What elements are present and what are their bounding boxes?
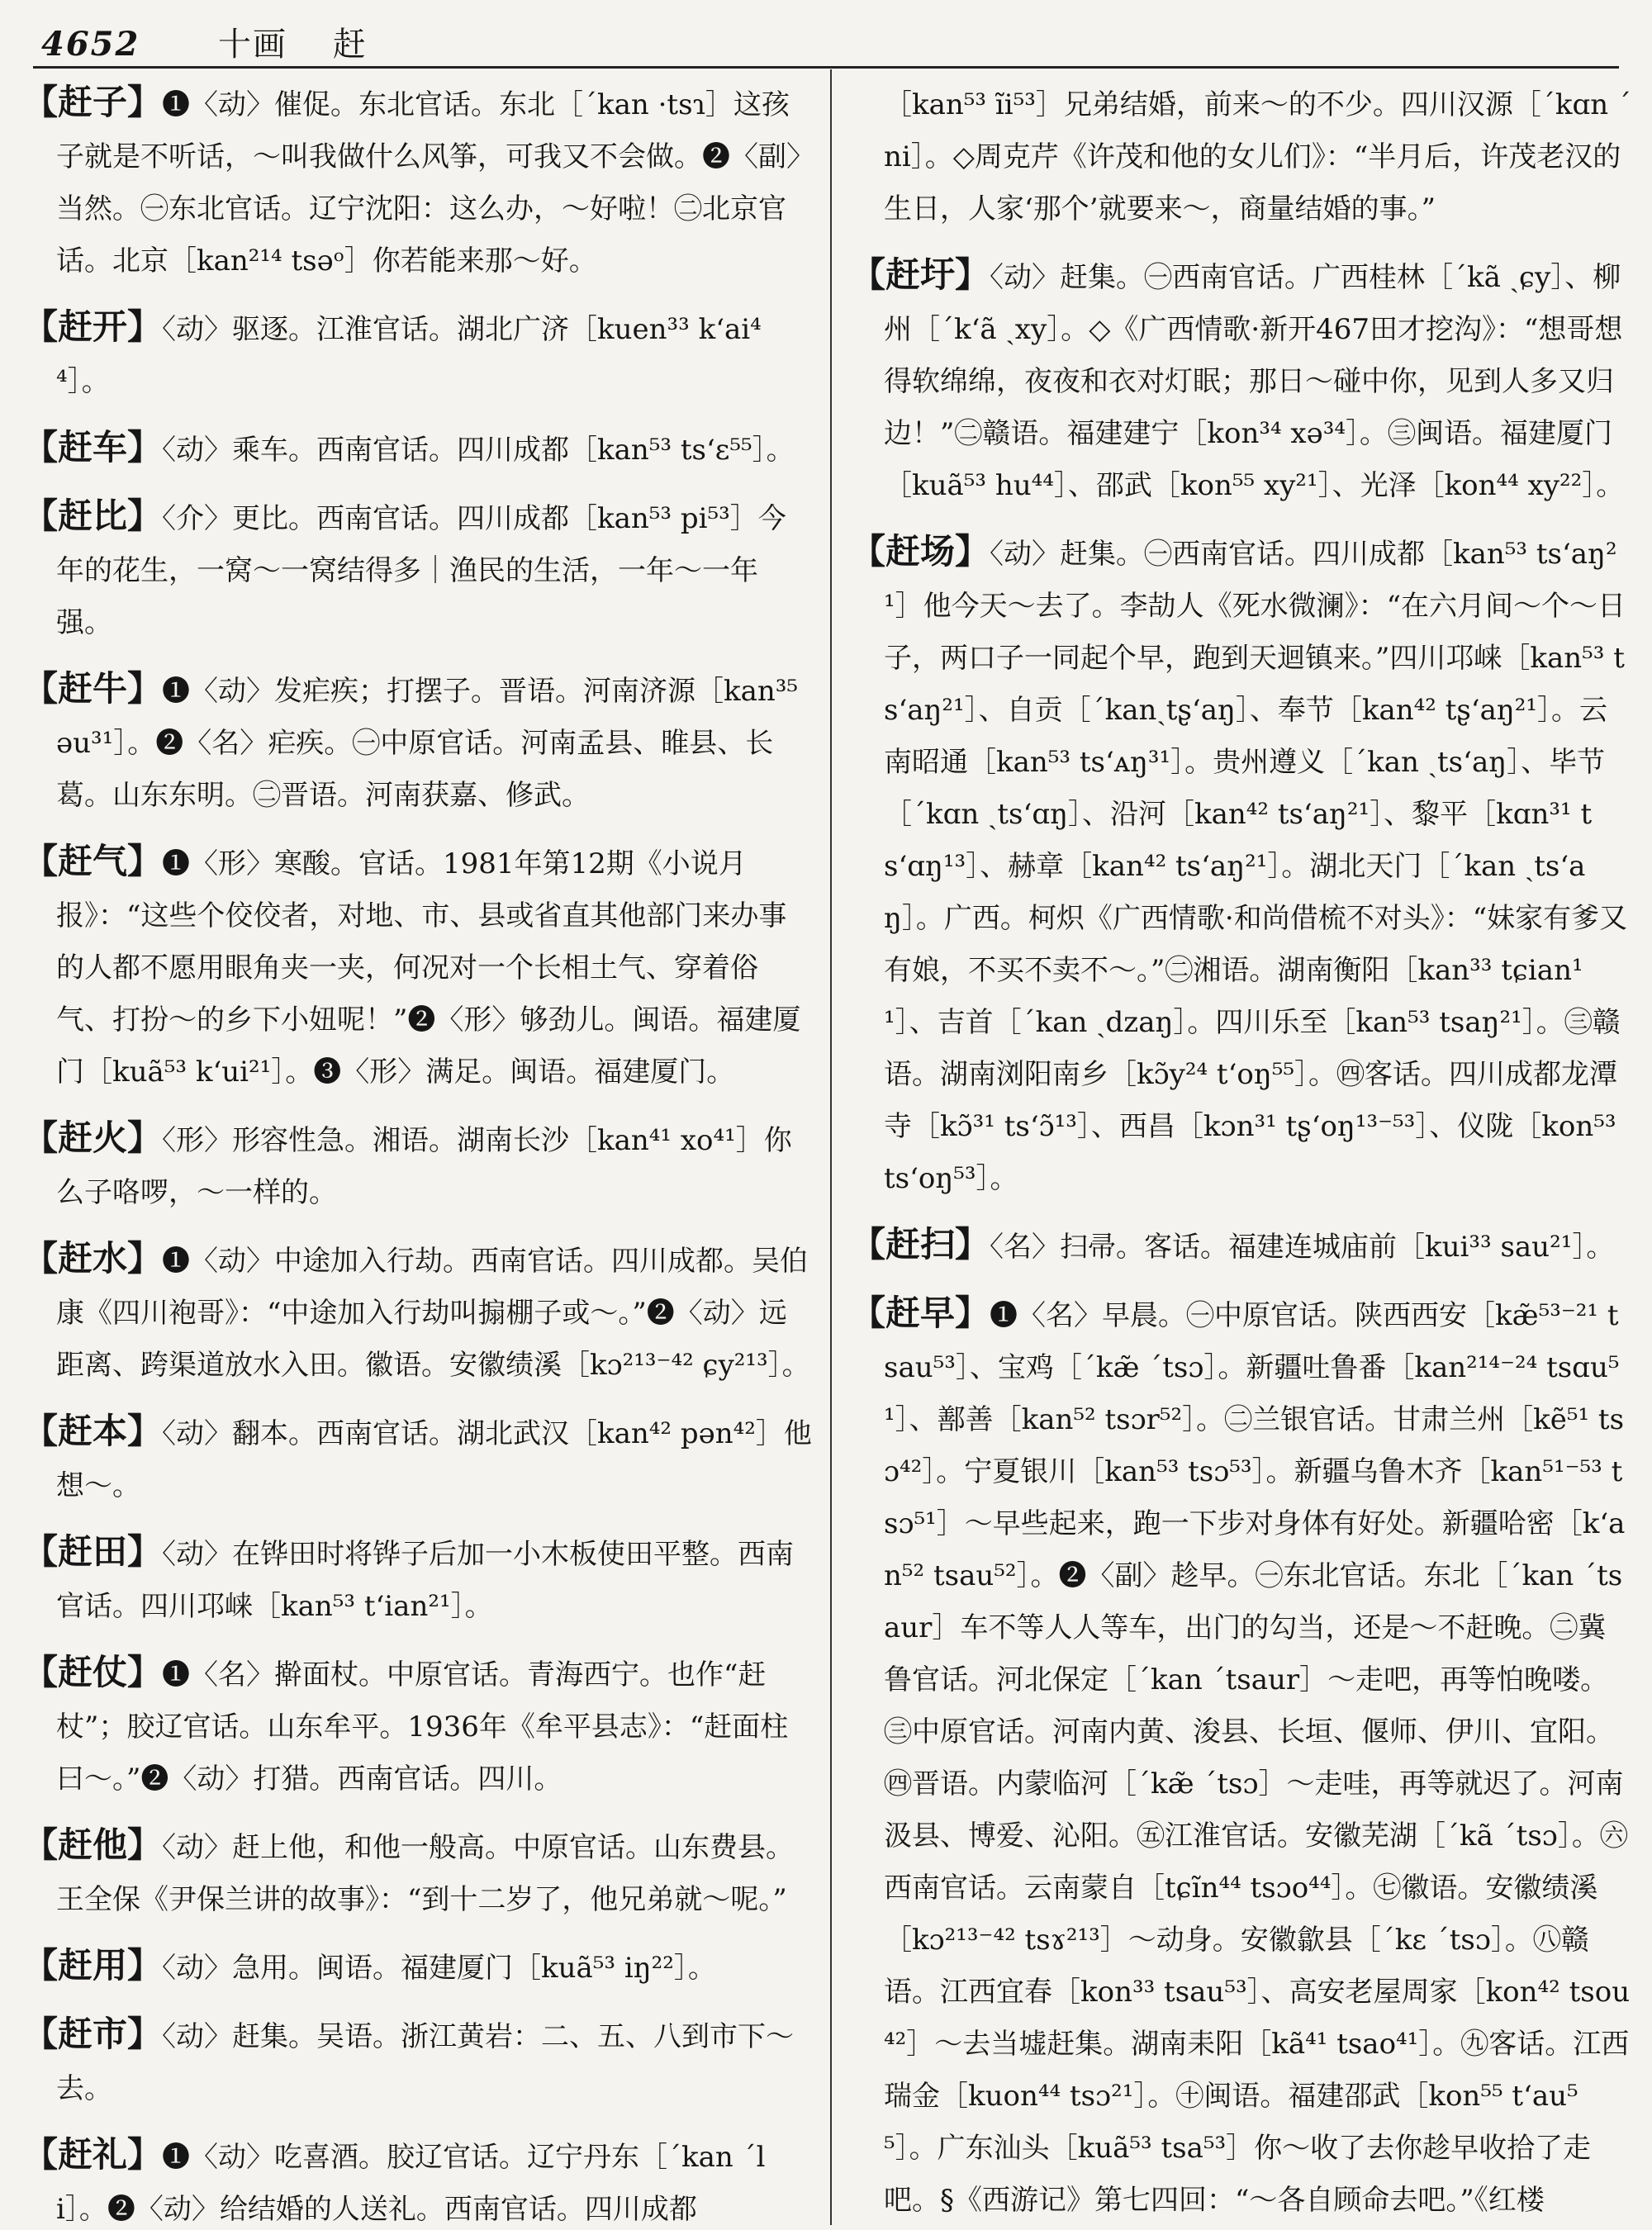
entry-headword: 【赶仗】 <box>23 1652 163 1692</box>
entry-headword: 【赶本】 <box>23 1411 163 1451</box>
entry-body: 〈介〉更比。西南官话。四川成都［kan⁵³ pi⁵³］今年的花生，一窝～一窝结得多｜渔民的生活，一年～一年强。 <box>56 502 786 639</box>
entry-body: 〈动〉赶集。㊀西南官话。广西桂林［ˊkã ˏɕy］、柳州［ˊk‘ã ˏxy］。◇《广西情歌·新开467田才挖沟》：“想哥想得软绵绵，夜夜和衣对灯眠；那日～碰中你，见到人多又归边！”㊁赣语。福建建宁［kon³⁴ xə³⁴］。㊂闽语。福建厦门［kuã⁵³ hu⁴⁴］、邵武［kon⁵⁵ xy²¹］、光泽［kon⁴⁴ xy²²］。 <box>884 261 1625 502</box>
entry-body: 〈动〉急用。闽语。福建厦门［kuã⁵³ iŋ²²］。 <box>162 1952 716 1985</box>
dictionary-entry <box>851 525 1631 1205</box>
dictionary-entry <box>23 662 812 822</box>
dictionary-entry <box>851 249 1631 512</box>
entry-headword: 【赶田】 <box>23 1531 163 1572</box>
entry-body: 〈动〉赶上他，和他一般高。中原官话。山东费县。王全保《尹保兰讲的故事》：“到十二岁了，他兄弟就～呢。” <box>56 1831 795 1916</box>
entry-headword: 【赶用】 <box>23 1945 163 1986</box>
dictionary-entry <box>851 1218 1631 1274</box>
entry-body: ❶〈动〉发疟疾；打摆子。晋语。河南济源［kan³⁵ əu³¹］。❷〈名〉疟疾。㊀中原官话。河南孟县、睢县、长葛。山东东明。㊁晋语。河南获嘉、修武。 <box>56 675 799 812</box>
dictionary-entry <box>23 1525 812 1633</box>
section-label: 十画 <box>218 26 288 64</box>
dictionary-entry <box>851 1287 1631 2223</box>
dictionary-entry <box>23 2128 812 2223</box>
entry-headword: 【赶牛】 <box>23 668 163 709</box>
dictionary-entry <box>23 1112 812 1219</box>
dictionary-entry <box>23 421 812 477</box>
column-divider <box>830 69 832 2225</box>
dictionary-entry <box>23 1939 812 1995</box>
entry-body: 〈动〉在铧田时将铧子后加一小木板使田平整。西南官话。四川邛崃［kan⁵³ t‘ian²¹］。 <box>56 1538 795 1623</box>
entry-headword: 【赶车】 <box>23 427 163 467</box>
entry-headword: 【赶气】 <box>23 841 163 881</box>
entry-body: ❶〈动〉中途加入行劫。西南官话。四川成都。吴伯康《四川袍哥》：“中途加入行劫叫搧棚子或～。”❷〈动〉远距离、跨渠道放水入田。徽语。安徽绩溪［kɔ²¹³⁻⁴² ɕy²¹³］。 <box>56 1245 810 1382</box>
running-head <box>41 18 368 68</box>
dictionary-entry <box>23 2008 812 2115</box>
entry-headword: 【赶圩】 <box>851 254 990 295</box>
dictionary-entry <box>23 1646 812 1805</box>
header-rule <box>33 66 1619 69</box>
entry-headword: 【赶比】 <box>23 496 163 536</box>
entry-body: ❶〈名〉早晨。㊀中原官话。陕西西安［kæ̃⁵³⁻²¹ tsau⁵³］、宝鸡［ˊkæ̃ ˊtsɔ］。新疆吐鲁番［kan²¹⁴⁻²⁴ tsɑu⁵¹］、鄯善［kan⁵² tsɔr⁵²］。㊁兰银官话。甘肃兰州［kẽ⁵¹ tsɔ⁴²］。宁夏银川［kan⁵³ tsɔ⁵³］。新疆乌鲁木齐［kan⁵¹⁻⁵³ tsɔ⁵¹］～早些起来，跑一下步对身体有好处。新疆哈密［k‘an⁵² tsau⁵²］。❷〈副〉趁早。㊀东北官话。东北［ˊkan ˊtsaur］车不等人人等车，出门的勾当，还是～不赶晚。㊁冀鲁官话。河北保定［ˊkan ˊtsaur］～走吧，再等怕晚喽。㊂中原官话。河南内黄、浚县、长垣、偃师、伊川、宜阳。㊃晋语。内蒙临河［ˊkæ̃ ˊtsɔ］～走哇，再等就迟了。河南汲县、博爱、沁阳。㊄江淮官话。安徽芜湖［ˊkã ˊtsɔ］。㊅西南官话。云南蒙自［tɕĩn⁴⁴ tsɔo⁴⁴］。㊆徽语。安徽绩溪［kɔ²¹³⁻⁴² tsɤ²¹³］～动身。安徽歙县［ˊkɛ ˊtsɔ］。㊇赣语。江西宜春［kon³³ tsau⁵³］、高安老屋周家［kon⁴² tsou⁴²］～去当墟赶集。湖南耒阳［kã⁴¹ tsao⁴¹］。㊈客话。江西瑞金［kuon⁴⁴ tsɔ²¹］。㊉闽语。福建邵武［kon⁵⁵ t‘au⁵⁵］。广东汕头［kuã⁵³ tsa⁵³］你～收了去你趁早收拾了走吧。§《西游记》第七四回：“～各自顾命去吧。”《红楼 <box>884 1299 1631 2217</box>
entry-headword: 【赶礼】 <box>23 2134 163 2175</box>
head-character: 赶 <box>332 26 368 64</box>
entry-body: 〈动〉驱逐。江淮官话。湖北广济［kuen³³ k‘ai⁴⁴］。 <box>56 313 762 398</box>
entry-headword: 【赶场】 <box>851 531 990 572</box>
page-number: 4652 <box>41 25 140 64</box>
entry-body: ❶〈形〉寒酸。官话。1981年第12期《小说月报》：“这些个佼佼者，对地、市、县或省直其他部门来办事的人都不愿用眼角夹一夹，何况对一个长相土气、穿着俗气、打扮～的乡下小妞呢！”❷〈形〉够劲儿。闽语。福建厦门［kuã⁵³ k‘ui²¹］。❸〈形〉满足。闽语。福建厦门。 <box>56 847 801 1089</box>
entry-headword: 【赶市】 <box>23 2014 163 2054</box>
dictionary-entry <box>23 301 812 408</box>
entry-body: ［kan⁵³ ĩi⁵³］兄弟结婚，前来～的不少。四川汉源［ˊkɑn ˊni］。◇周克芹《许茂和他的女儿们》：“半月后，许茂老汉的生日，人家‘那个’就要来～，商量结婚的事。” <box>884 88 1631 225</box>
dictionary-entry <box>23 1405 812 1512</box>
entry-body: 〈动〉翻本。西南官话。湖北武汉［kan⁴² pən⁴²］他想～。 <box>56 1417 812 1502</box>
right-column <box>851 76 1631 2223</box>
dictionary-entry <box>23 490 812 649</box>
dictionary-entry <box>23 76 812 287</box>
entry-body: 〈动〉赶集。㊀西南官话。四川成都［kan⁵³ ts‘aŋ²¹］他今天～去了。李劼人《死水微澜》：“在六月间～个～日子，两口子一同起个早，跑到天迴镇来。”四川邛崃［kan⁵³ ts‘aŋ²¹］、自贡［ˊkanˏtʂ‘aŋ］、奉节［kan⁴² tʂ‘aŋ²¹］。云南昭通［kan⁵³ ts‘ᴀŋ³¹］。贵州遵义［ˊkan ˏts‘aŋ］、毕节［ˊkɑn ˏts‘ɑŋ］、沿河［kan⁴² ts‘aŋ²¹］、黎平［kɑn³¹ ts‘ɑŋ¹³］、赫章［kan⁴² ts‘aŋ²¹］。湖北天门［ˊkan ˏts‘aŋ］。广西。柯炽《广西情歌·和尚借梳不对头》：“妹家有爹又有娘，不买不卖不～。”㊁湘语。湖南衡阳［kan³³ tɕian¹¹］、吉首［ˊkan ˏdzaŋ］。四川乐至［kan⁵³ tsaŋ²¹］。㊂赣语。湖南浏阳南乡［kɔ̃y²⁴ t‘oŋ⁵⁵］。㊃客话。四川成都龙潭寺［kɔ̃³¹ ts‘ɔ̃¹³］、西昌［kɔn³¹ tʂ‘oŋ¹³⁻⁵³］、仪陇［kon⁵³ ts‘oŋ⁵³］。 <box>884 538 1628 1195</box>
entry-body: 〈名〉扫帚。客话。福建连城庙前［kui³³ sau²¹］。 <box>990 1231 1615 1264</box>
entry-body: ❶〈名〉擀面杖。中原官话。青海西宁。也作“赶杖”；胶辽官话。山东牟平。1936年《牟平县志》：“赶面柱曰～。”❷〈动〉打猎。西南官话。四川。 <box>56 1658 789 1796</box>
left-column <box>23 76 812 2223</box>
entry-body: 〈动〉乘车。西南官话。四川成都［kan⁵³ ts‘ɛ⁵⁵］。 <box>162 434 795 467</box>
entry-headword: 【赶早】 <box>851 1293 990 1333</box>
entry-headword: 【赶他】 <box>23 1824 163 1865</box>
dictionary-entry <box>23 1232 812 1392</box>
entry-body: ❶〈动〉催促。东北官话。东北［ˊkan ·tsɿ］这孩子就是不听话，～叫我做什么风筝，可我又不会做。❷〈副〉当然。㊀东北官话。辽宁沈阳：这么办，～好啦！㊁北京官话。北京［kan²¹⁴ tsəᵒ］你若能来那～好。 <box>56 88 800 278</box>
entry-body: 〈形〉形容性急。湘语。湖南长沙［kan⁴¹ xo⁴¹］你么子咯啰，～一样的。 <box>56 1124 792 1209</box>
entry-headword: 【赶开】 <box>23 306 163 347</box>
entry-headword: 【赶子】 <box>23 82 163 122</box>
entry-body: 〈动〉赶集。吴语。浙江黄岩：二、五、八到市下～去。 <box>56 2020 795 2105</box>
entry-headword: 【赶扫】 <box>851 1224 990 1264</box>
dictionary-entry-continued <box>851 76 1631 235</box>
dictionary-entry <box>23 835 812 1098</box>
entry-headword: 【赶火】 <box>23 1117 163 1158</box>
entry-headword: 【赶水】 <box>23 1238 163 1279</box>
entry-body: ❶〈动〉吃喜酒。胶辽官话。辽宁丹东［ˊkan ˊli］。❷〈动〉给结婚的人送礼。西南官话。四川成都 <box>56 2141 766 2223</box>
dictionary-entry <box>23 1819 812 1926</box>
